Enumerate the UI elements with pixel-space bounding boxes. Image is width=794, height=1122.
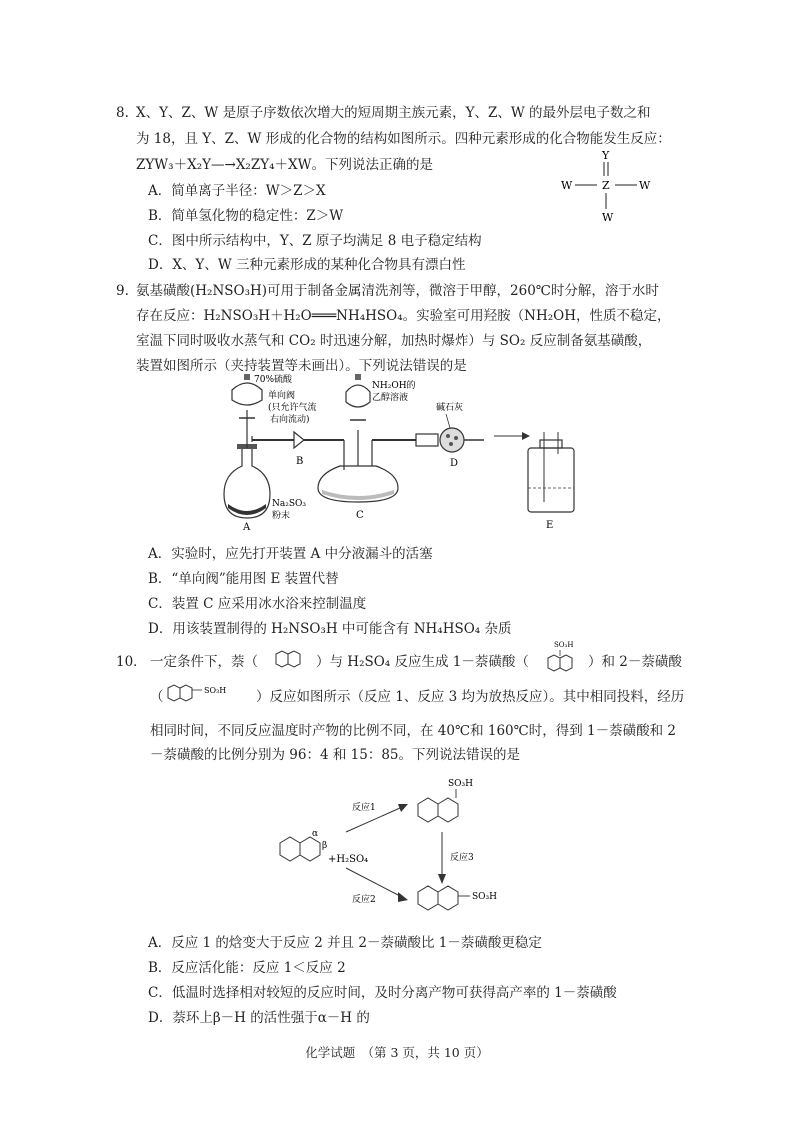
- 2-naphthalenesulfonic-acid-icon: [162, 680, 258, 710]
- reaction-2-label: 反应2: [352, 895, 376, 905]
- so3h-label: SO₃H: [204, 686, 227, 695]
- reaction-1-label: 反应1: [352, 803, 376, 813]
- 1-naphthalenesulfonic-acid-icon: [540, 638, 586, 676]
- reaction-3-label: 反应3: [450, 853, 474, 863]
- so3h-label: SO₃H: [448, 779, 474, 789]
- question-stem: （: [150, 689, 164, 705]
- question-stem: 室温下同时吸收水蒸气和 CO₂ 时迅速分解，加热时爆炸）与 SO₂ 反应制备氨基磺酸，: [136, 333, 652, 349]
- valve-label: 单向阀: [268, 391, 296, 401]
- question-stem: －萘磺酸的比例分别为 96：4 和 15：85。下列说法错误的是: [150, 747, 520, 763]
- question-stem: 存在反应：H₂NSO₃H＋H₂O═══NH₄HSO₄。实验室可用羟胺（NH₂OH，性质不稳定，: [136, 308, 671, 324]
- question-stem: 氨基磺酸(H₂NSO₃H)可用于制备金属清洗剂等，微溶于甲醇，260℃时分解，溶于水时: [136, 283, 659, 299]
- naphthalene-icon: [268, 648, 308, 674]
- question-stem: ）与 H₂SO₄ 反应生成 1－萘磺酸（: [316, 654, 529, 670]
- structure-atom-y: Y: [602, 149, 610, 162]
- option-b: B．简单氢化物的稳定性：Z＞W: [148, 208, 344, 224]
- beta-label: β: [322, 841, 328, 851]
- question-number: 8.: [116, 105, 129, 121]
- question-stem: ）和 2－萘磺酸: [588, 654, 682, 670]
- question-stem: X、Y、Z、W 是原子序数依次增大的短周期主族元素，Y、Z、W 的最外层电子数之和: [136, 105, 651, 121]
- apparatus-label-b: B: [296, 456, 304, 467]
- structure-atom-z: Z: [602, 179, 610, 192]
- option-b: B．反应活化能：反应 1＜反应 2: [148, 960, 346, 976]
- acid-label: 70%硫酸: [254, 375, 293, 385]
- question-number: 9.: [116, 283, 129, 299]
- question-stem: 相同时间，不同反应温度时产物的比例不同，在 40℃和 160℃时，得到 1－萘磺酸和 2: [150, 723, 676, 739]
- option-d: D．X、Y、W 三种元素形成的某种化合物具有漂白性: [148, 257, 466, 273]
- so3h-label: SO₃H: [554, 641, 574, 649]
- reagent-c-label: NH₂OH的: [372, 381, 416, 391]
- option-d: D．萘环上β－H 的活性强于α－H 的: [148, 1010, 370, 1026]
- apparatus-label-a: A: [243, 522, 251, 532]
- question-stem: ZYW₃＋X₂Y—→X₂ZY₄＋XW。下列说法正确的是: [136, 157, 434, 173]
- option-a: A．反应 1 的焓变大于反应 2 并且 2－萘磺酸比 1－萘磺酸更稳定: [148, 935, 542, 951]
- question-stem: 为 18，且 Y、Z、W 形成的化合物的结构如图所示。四种元素形成的化合物能发生反应：: [136, 131, 671, 147]
- apparatus-label-c: C: [356, 510, 364, 521]
- so3h-label: SO₃H: [472, 892, 498, 902]
- question-stem: ）反应如图所示（反应 1、反应 3 均为放热反应）。其中相同投料，经历: [256, 689, 685, 705]
- apparatus-diagram: [210, 370, 580, 532]
- powder-label: Na₂SO₃: [272, 499, 307, 509]
- reaction-scheme: [272, 768, 532, 926]
- reagent-label: +H₂SO₄: [328, 854, 369, 865]
- option-a: A．简单离子半径：W＞Z＞X: [148, 183, 326, 199]
- structure-atom-w-bottom: W: [602, 211, 614, 224]
- option-c: C．低温时选择相对较短的反应时间，及时分离产物可获得高产率的 1－萘磺酸: [148, 985, 617, 1001]
- structure-atom-w-left: W: [561, 179, 573, 192]
- valve-note: (只允许气流: [268, 403, 317, 413]
- option-a: A．实验时，应先打开装置 A 中分液漏斗的活塞: [148, 546, 433, 562]
- question-stem: 一定条件下，萘（: [150, 654, 258, 670]
- alpha-label: α: [312, 829, 319, 839]
- page-footer: 化学试题 （第 3 页，共 10 页）: [305, 1045, 489, 1060]
- valve-note: 右向流动): [270, 415, 310, 425]
- ywz-structure-diagram: [555, 145, 665, 225]
- option-d: D．用该装置制得的 H₂NSO₃H 中可能含有 NH₄HSO₄ 杂质: [148, 621, 512, 637]
- question-stem: 装置如图所示（夹持装置等未画出）。下列说法错误的是: [136, 358, 467, 374]
- option-c: C．装置 C 应采用冰水浴来控制温度: [148, 596, 367, 612]
- structure-atom-w-right: W: [639, 179, 651, 192]
- question-number: 10．: [116, 654, 147, 670]
- apparatus-label-d: D: [450, 458, 459, 469]
- option-c: C．图中所示结构中，Y、Z 原子均满足 8 电子稳定结构: [148, 233, 482, 249]
- apparatus-label-e: E: [546, 520, 554, 531]
- option-b: B．“单向阀”能用图 E 装置代替: [148, 571, 339, 587]
- soda-lime-label: 碱石灰: [436, 403, 464, 413]
- reagent-c-label: 乙醇溶液: [372, 393, 409, 403]
- powder-label: 粉末: [272, 511, 291, 521]
